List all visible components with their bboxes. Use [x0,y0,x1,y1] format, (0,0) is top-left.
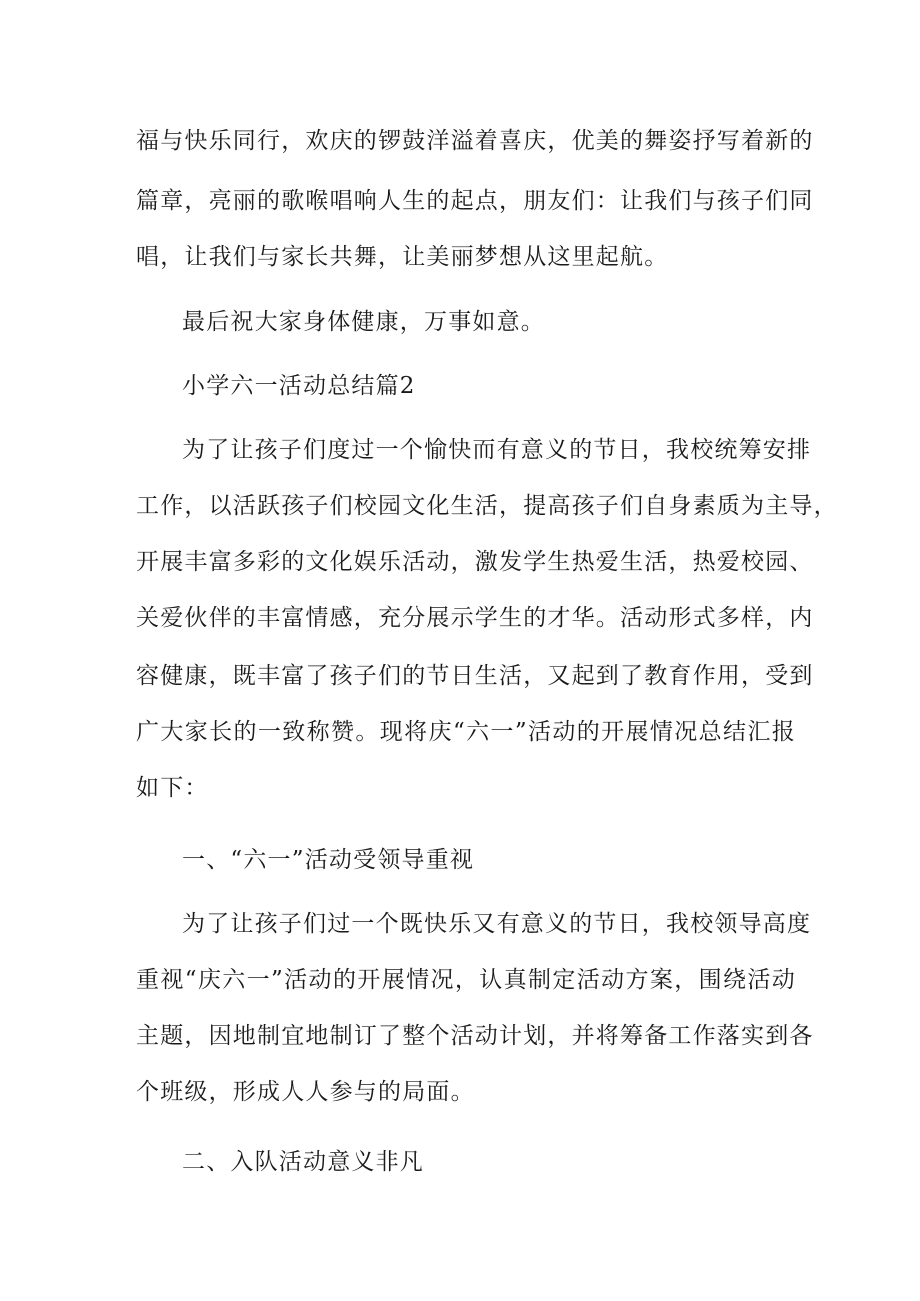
paragraph-line: 重视“庆六一”活动的开展情况，认真制定活动方案，围绕活动 [136,967,796,993]
paragraph-line: 为了让孩子们度过一个愉快而有意义的节日，我校统筹安排 [182,437,812,463]
paragraph-line: 开展丰富多彩的文化娱乐活动，激发学生热爱生活，热爱校园、 [136,549,814,575]
paragraph-line: 个班级，形成人人参与的局面。 [136,1079,475,1105]
paragraph-line: 福与快乐同行，欢庆的锣鼓洋溢着喜庆，优美的舞姿抒写着新的 [136,128,814,154]
heading-2: 二、入队活动意义非凡 [182,1149,424,1175]
paragraph-line: 主题，因地制宜地制订了整个活动计划，并将筹备工作落实到各 [136,1023,814,1049]
paragraph-line: 工作，以活跃孩子们校园文化生活，提高孩子们自身素质为主导， [136,493,838,519]
paragraph-line: 如下： [136,775,209,801]
paragraph-line: 为了让孩子们过一个既快乐又有意义的节日，我校领导高度 [182,911,812,937]
heading-1: 一、“六一”活动受领导重视 [182,847,475,873]
paragraph-line: 最后祝大家身体健康，万事如意。 [182,309,545,335]
section-title: 小学六一活动总结篇2 [182,373,416,399]
paragraph-line: 篇章，亮丽的歌喉唱响人生的起点，朋友们：让我们与孩子们同 [136,188,814,214]
paragraph-line: 容健康，既丰富了孩子们的节日生活，又起到了教育作用，受到 [136,663,814,689]
paragraph-line: 唱，让我们与家长共舞，让美丽梦想从这里起航。 [136,244,669,270]
paragraph-line: 广大家长的一致称赞。现将庆“六一”活动的开展情况总结汇报 [136,719,796,745]
paragraph-line: 关爱伙伴的丰富情感，充分展示学生的才华。活动形式多样，内 [136,605,814,631]
